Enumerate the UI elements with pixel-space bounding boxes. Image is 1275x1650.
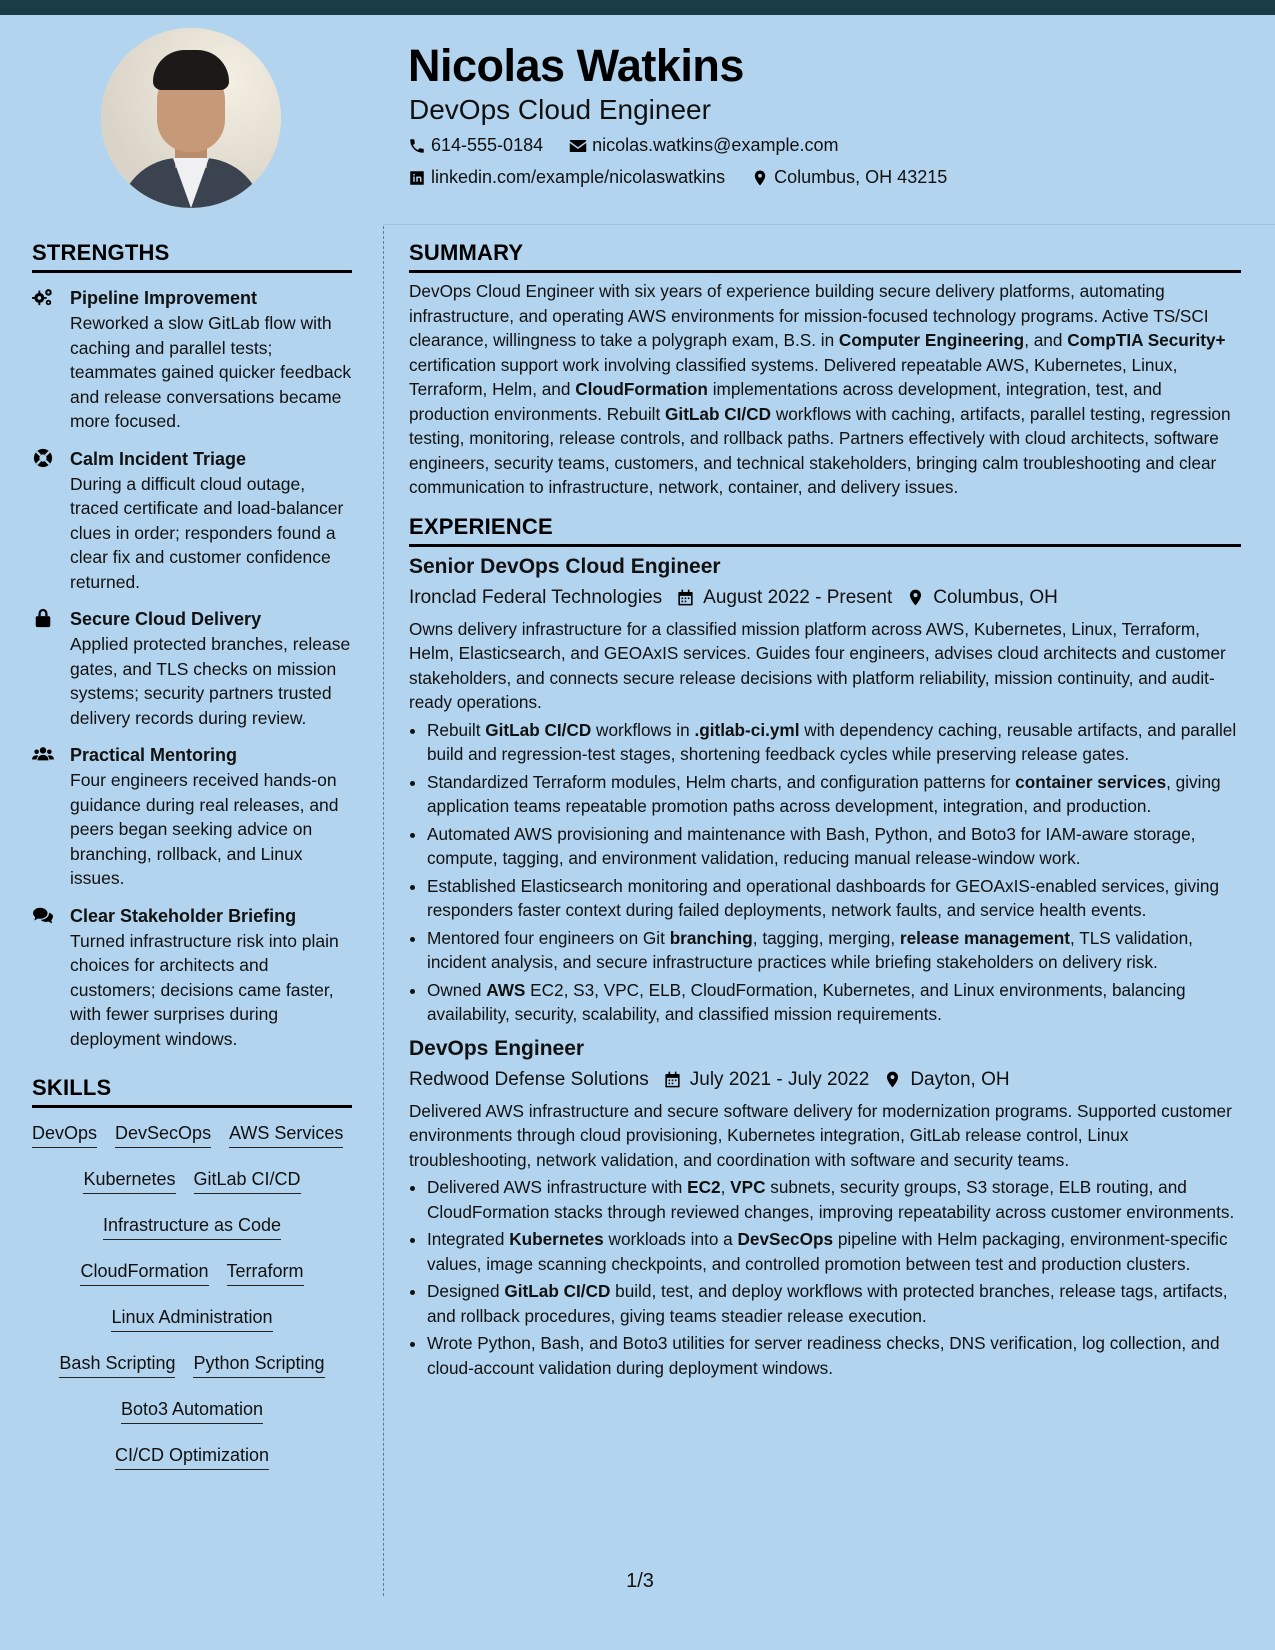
map-pin-icon — [906, 588, 925, 607]
strength-desc: Four engineers received hands-on guidance during real releases, and peers began seeking advice on branching, rollback, and Linux issues. — [70, 770, 339, 888]
job-bullet: • Integrated Kubernetes workloads into a DevSecOps pipeline with Helm packaging, environment-specific values, image scanning checkpoints, and controlled promotion between test and production clusters. — [427, 1227, 1241, 1276]
job-title: Senior DevOps Cloud Engineer — [409, 554, 721, 578]
strength-item — [32, 446, 352, 595]
skill-tag: AWS Services — [229, 1122, 343, 1148]
column-divider — [383, 226, 384, 1596]
job-dates: August 2022 - Present — [703, 586, 893, 608]
linkedin-text[interactable]: linkedin.com/example/nicolaswatkins — [431, 167, 726, 187]
skill-tag: Infrastructure as Code — [103, 1214, 281, 1240]
profile-photo — [101, 28, 281, 208]
main-column — [409, 240, 1241, 1380]
calendar-icon — [676, 588, 695, 607]
job-description: Owns delivery infrastructure for a classified mission platform across AWS, Kubernetes, Linux, Terraform, Helm, Elasticsearch, and GEOAxIS services. Guides four engineers, advises cloud architects and customer stakeholders, and connects secure release decisions with platform reliability, mission continuity, and audit-ready operations. — [409, 618, 1226, 712]
strength-title: Calm Incident Triage — [70, 448, 247, 469]
users-icon — [32, 744, 54, 764]
strength-desc: Applied protected branches, release gates, and TLS checks on mission systems; security partners trusted delivery records during review. — [70, 634, 351, 728]
job-entry — [409, 555, 1241, 1027]
skill-row — [32, 1122, 352, 1148]
envelope-icon — [569, 137, 587, 155]
skill-tag: Bash Scripting — [59, 1352, 175, 1378]
strength-item — [32, 285, 352, 434]
skill-row — [32, 1306, 352, 1332]
summary-heading: SUMMARY — [409, 240, 1241, 273]
page-number: 1/3 — [626, 1570, 654, 1592]
strength-item — [32, 742, 352, 891]
sidebar — [32, 240, 352, 1490]
phone-item — [408, 135, 543, 156]
job-entry — [409, 1037, 1241, 1381]
skill-row — [32, 1168, 352, 1194]
skill-tag: Kubernetes — [83, 1168, 175, 1194]
strength-title: Pipeline Improvement — [70, 288, 258, 308]
skill-tag: Boto3 Automation — [121, 1398, 263, 1424]
strength-item — [32, 606, 352, 730]
contact-row-2 — [408, 167, 973, 188]
skill-row — [32, 1214, 352, 1240]
strength-title: Practical Mentoring — [70, 745, 238, 765]
strength-desc: During a difficult cloud outage, traced certificate and load-balancer clues in order; responders found a clear fix and customer confidence returned. — [70, 473, 344, 592]
location-text: Columbus, OH 43215 — [774, 167, 948, 187]
linkedin-item[interactable] — [408, 167, 725, 188]
experience-list — [409, 555, 1241, 1381]
candidate-name: Nicolas Watkins — [408, 40, 744, 91]
email-text[interactable]: nicolas.watkins@example.com — [592, 135, 839, 155]
job-company: Ironclad Federal Technologies — [409, 586, 663, 608]
life-ring-icon — [32, 448, 54, 468]
skills-heading: SKILLS — [32, 1075, 352, 1108]
strengths-heading: STRENGTHS — [32, 240, 352, 273]
calendar-icon — [663, 1070, 682, 1089]
job-meta — [409, 587, 1241, 609]
contact-row-1 — [408, 135, 864, 156]
skill-tag: Python Scripting — [193, 1352, 324, 1378]
skill-row — [32, 1398, 352, 1424]
job-description: Delivered AWS infrastructure and secure software delivery for modernization programs. Supported customer environments through cloud provisioning, Kubernetes integration, GitLab release control, Linux troubleshooting, network validation, and coordination with software and security teams. — [409, 1100, 1232, 1170]
map-pin-icon — [751, 169, 769, 187]
skill-tag: DevOps — [32, 1122, 97, 1148]
comments-icon — [32, 905, 54, 925]
job-bullet: • Mentored four engineers on Git branching, tagging, merging, release management, TLS validation, incident analysis, and secure infrastructure practices while briefing stakeholders on delivery risk. — [427, 926, 1241, 975]
email-item[interactable] — [569, 135, 838, 156]
map-pin-icon — [883, 1070, 902, 1089]
skill-tag: GitLab CI/CD — [194, 1168, 301, 1194]
summary-text: DevOps Cloud Engineer with six years of experience building secure delivery platforms, automating infrastructure, and operating AWS environments for mission-focused technology programs. Active TS/SCI clearance, willingness to take a polygraph exam, B.S. in Computer Engineering, and CompTIA Security+ certification support work involving classified systems. Delivered repeatable AWS, Kubernetes, Linux, Terraform, Helm, and CloudFormation implementations across development, integration, test, and production environments. Rebuilt GitLab CI/CD workflows with caching, artifacts, parallel testing, regression testing, monitoring, release controls, and rollback paths. Partners effectively with cloud architects, software engineers, security teams, customers, and technical stakeholders, bringing calm troubleshooting and clear communication to infrastructure, network, container, and delivery issues. — [409, 281, 1231, 497]
skill-tag: Terraform — [227, 1260, 304, 1286]
linkedin-icon — [408, 169, 426, 187]
phone-icon — [408, 137, 426, 155]
gears-icon — [32, 287, 54, 307]
strength-title: Secure Cloud Delivery — [70, 609, 262, 629]
skill-row — [32, 1352, 352, 1378]
top-bar — [0, 0, 1275, 15]
skill-row — [32, 1260, 352, 1286]
job-bullets — [409, 718, 1241, 1027]
strength-desc: Reworked a slow GitLab flow with caching and parallel tests; teammates gained quicker feedback and release conversations became more focused. — [70, 313, 352, 431]
skills-list — [32, 1122, 352, 1470]
job-location: Columbus, OH — [933, 586, 1058, 608]
lock-icon — [32, 608, 54, 628]
skill-row — [32, 1444, 352, 1470]
strength-item — [32, 903, 352, 1052]
job-bullet: • Delivered AWS infrastructure with EC2, VPC subnets, security groups, S3 storage, ELB routing, and CloudFormation stacks through reviewed changes, improving repeatability across customer environments. — [427, 1175, 1241, 1224]
skill-tag: DevSecOps — [115, 1122, 211, 1148]
skill-tag: Linux Administration — [111, 1306, 272, 1332]
strength-title: Clear Stakeholder Briefing — [70, 905, 297, 926]
location-item — [751, 167, 947, 188]
job-dates: July 2021 - July 2022 — [689, 1068, 870, 1090]
skill-tag: CloudFormation — [80, 1260, 208, 1286]
header-divider — [383, 224, 1275, 225]
job-company: Redwood Defense Solutions — [409, 1068, 649, 1090]
job-bullet: • Rebuilt GitLab CI/CD workflows in .gitlab-ci.yml with dependency caching, reusable artifacts, and parallel build and regression-test stages, shortening feedback cycles while preserving release gates. — [427, 718, 1241, 767]
job-bullet: • Owned AWS EC2, S3, VPC, ELB, CloudFormation, Kubernetes, and Linux environments, balancing availability, security, scalability, and classified mission requirements. — [427, 978, 1241, 1027]
job-bullet: • Established Elasticsearch monitoring and operational dashboards for GEOAxIS-enabled services, giving responders faster context during failed deployments, network faults, and service health events. — [427, 874, 1241, 923]
job-bullet: • Wrote Python, Bash, and Boto3 utilities for server readiness checks, DNS verification, log collection, and cloud-account validation during deployment windows. — [427, 1331, 1241, 1380]
job-bullet: • Automated AWS provisioning and maintenance with Bash, Python, and Boto3 for IAM-aware storage, compute, tagging, and environment validation, reducing manual release-window work. — [427, 822, 1241, 871]
strength-desc: Turned infrastructure risk into plain choices for architects and customers; decisions came faster, with fewer surprises during deployment windows. — [70, 930, 339, 1049]
candidate-title: DevOps Cloud Engineer — [409, 94, 711, 125]
job-meta — [409, 1069, 1241, 1091]
job-location: Dayton, OH — [910, 1068, 1010, 1090]
skill-tag: CI/CD Optimization — [115, 1444, 269, 1470]
job-bullets — [409, 1175, 1241, 1380]
phone-text: 614-555-0184 — [431, 135, 544, 155]
job-bullet: • Standardized Terraform modules, Helm charts, and configuration patterns for container services, giving application teams repeatable promotion paths across development, integration, and production. — [427, 770, 1241, 819]
job-bullet: • Designed GitLab CI/CD build, test, and deploy workflows with protected branches, release tags, artifacts, and rollback procedures, giving teams steadier release execution. — [427, 1279, 1241, 1328]
experience-heading: EXPERIENCE — [409, 514, 1241, 547]
job-title: DevOps Engineer — [409, 1036, 585, 1060]
